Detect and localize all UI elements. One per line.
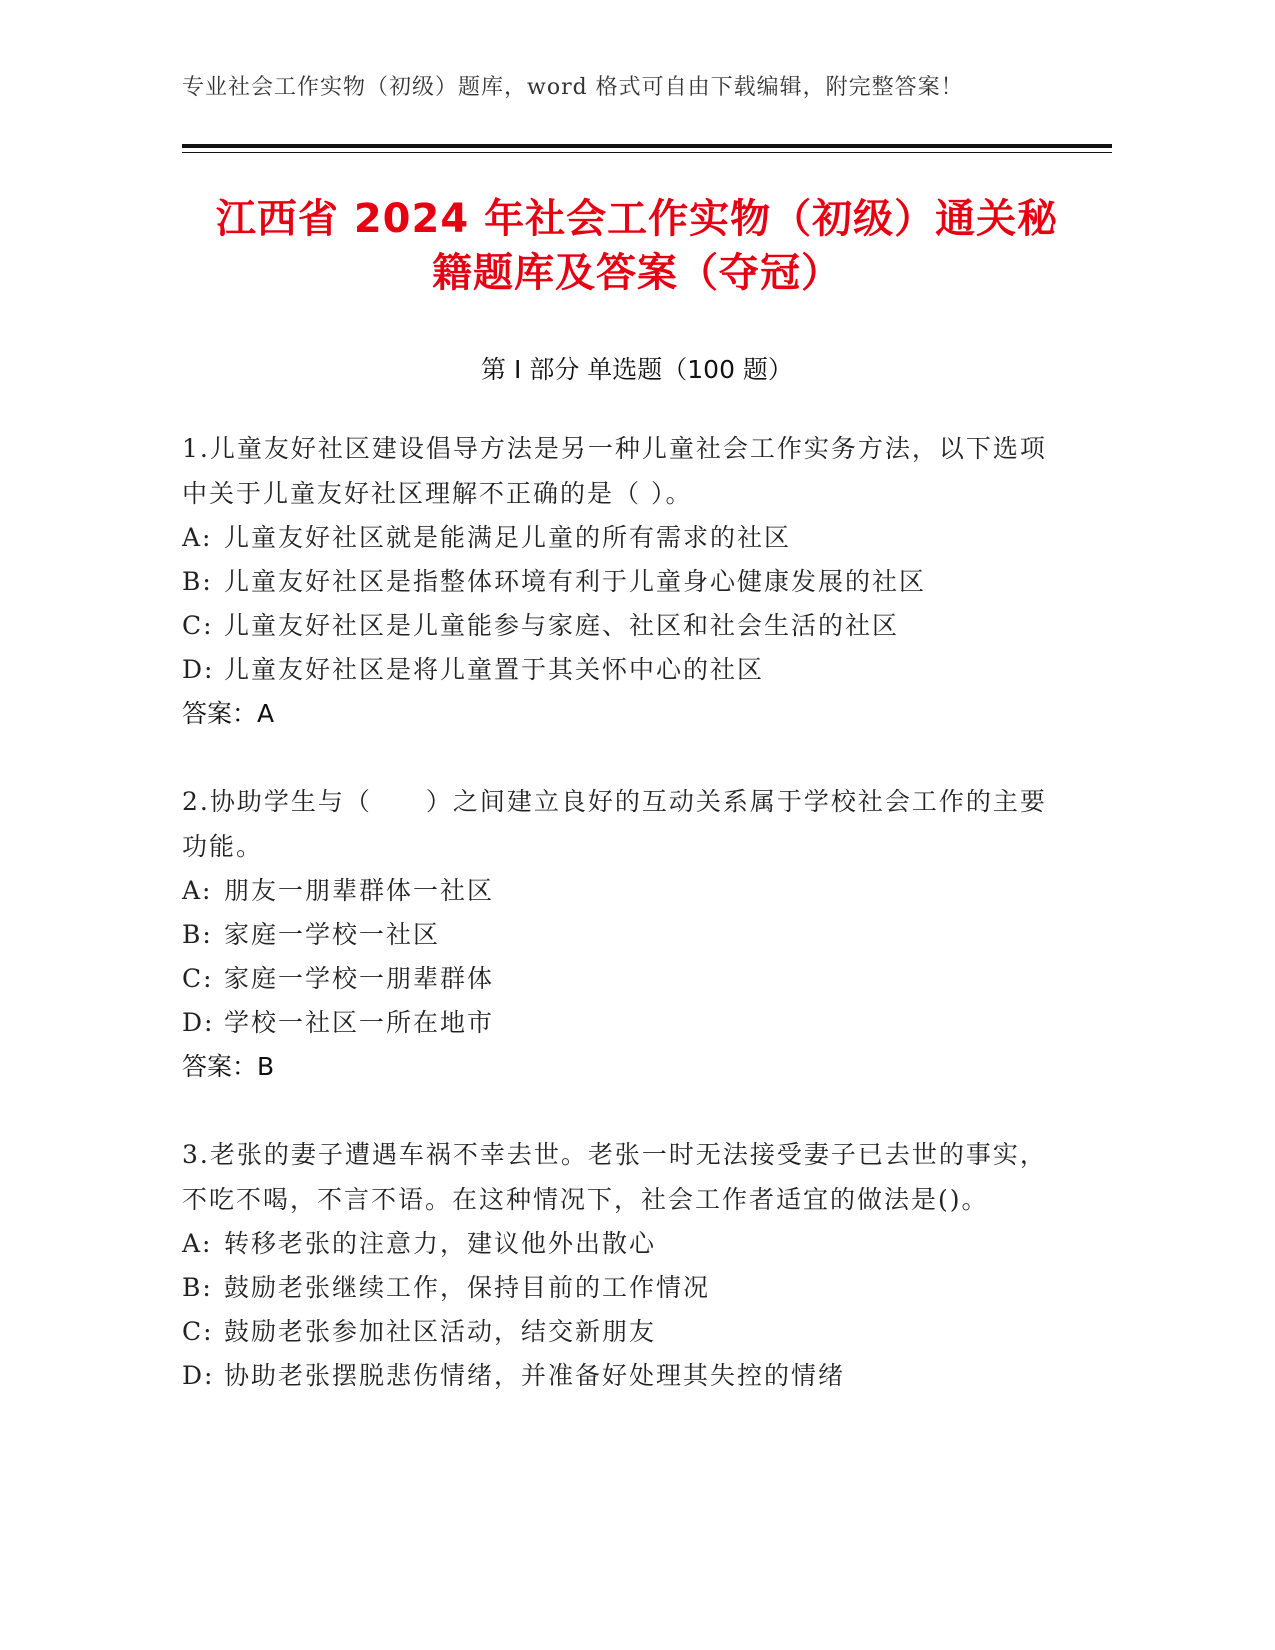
option-c <box>182 957 1062 1001</box>
option-key: A: <box>182 876 213 905</box>
option-text: 家庭一学校一社区 <box>224 920 441 949</box>
document-title <box>182 192 1092 300</box>
option-a <box>182 869 1062 913</box>
option-d <box>182 1354 1062 1398</box>
question-item <box>182 779 1062 1089</box>
option-key: C: <box>182 1317 214 1346</box>
document-title-line-2: 籍题库及答案（夺冠） <box>432 250 842 296</box>
question-stem: 2.协助学生与（ ）之间建立良好的互动关系属于学校社会工作的主要功能。 <box>182 787 1047 861</box>
header-divider-thick <box>182 144 1112 148</box>
option-key: C: <box>182 964 214 993</box>
option-key: A: <box>182 1229 213 1258</box>
option-b <box>182 913 1062 957</box>
option-b <box>182 1266 1062 1310</box>
document-title-line-1: 江西省 2024 年社会工作实物（初级）通关秘 <box>215 196 1059 242</box>
option-d <box>182 1001 1062 1045</box>
question-item <box>182 1132 1062 1398</box>
answer-line: 答案：A <box>182 699 275 728</box>
option-key: D: <box>182 655 215 684</box>
question-list <box>182 426 1062 1441</box>
option-text: 学校一社区一所在地市 <box>224 1008 495 1037</box>
option-key: C: <box>182 611 214 640</box>
option-text: 鼓励老张参加社区活动，结交新朋友 <box>224 1317 657 1346</box>
answer-line: 答案：B <box>182 1052 275 1081</box>
option-text: 儿童友好社区是将儿童置于其关怀中心的社区 <box>224 655 765 684</box>
option-key: A: <box>182 523 213 552</box>
question-item <box>182 426 1062 736</box>
option-text: 协助老张摆脱悲伤情绪，并准备好处理其失控的情绪 <box>224 1361 846 1390</box>
question-stem: 3.老张的妻子遭遇车祸不幸去世。老张一时无法接受妻子已去世的事实，不吃不喝，不言不语。在这种情况下，社会工作者适宜的做法是()。 <box>182 1140 1047 1214</box>
option-key: D: <box>182 1008 215 1037</box>
option-b <box>182 560 1062 604</box>
option-d <box>182 648 1062 692</box>
option-text: 儿童友好社区就是能满足儿童的所有需求的社区 <box>224 523 792 552</box>
option-text: 朋友一朋辈群体一社区 <box>224 876 495 905</box>
option-c <box>182 1310 1062 1354</box>
option-text: 鼓励老张继续工作，保持目前的工作情况 <box>224 1273 711 1302</box>
option-key: B: <box>182 1273 213 1302</box>
page-header: 专业社会工作实物（初级）题库，word 格式可自由下载编辑，附完整答案！ <box>182 75 964 100</box>
option-key: B: <box>182 920 213 949</box>
option-text: 转移老张的注意力，建议他外出散心 <box>224 1229 657 1258</box>
option-a <box>182 1222 1062 1266</box>
option-text: 儿童友好社区是指整体环境有利于儿童身心健康发展的社区 <box>224 567 927 596</box>
option-text: 儿童友好社区是儿童能参与家庭、社区和社会生活的社区 <box>224 611 900 640</box>
option-key: D: <box>182 1361 215 1390</box>
option-text: 家庭一学校一朋辈群体 <box>224 964 495 993</box>
option-key: B: <box>182 567 213 596</box>
section-heading: 第 I 部分 单选题（100 题） <box>481 355 793 384</box>
option-a <box>182 516 1062 560</box>
header-divider-thin <box>182 152 1112 153</box>
option-c <box>182 604 1062 648</box>
question-stem: 1.儿童友好社区建设倡导方法是另一种儿童社会工作实务方法，以下选项中关于儿童友好社区理解不正确的是（ ）。 <box>182 434 1047 508</box>
